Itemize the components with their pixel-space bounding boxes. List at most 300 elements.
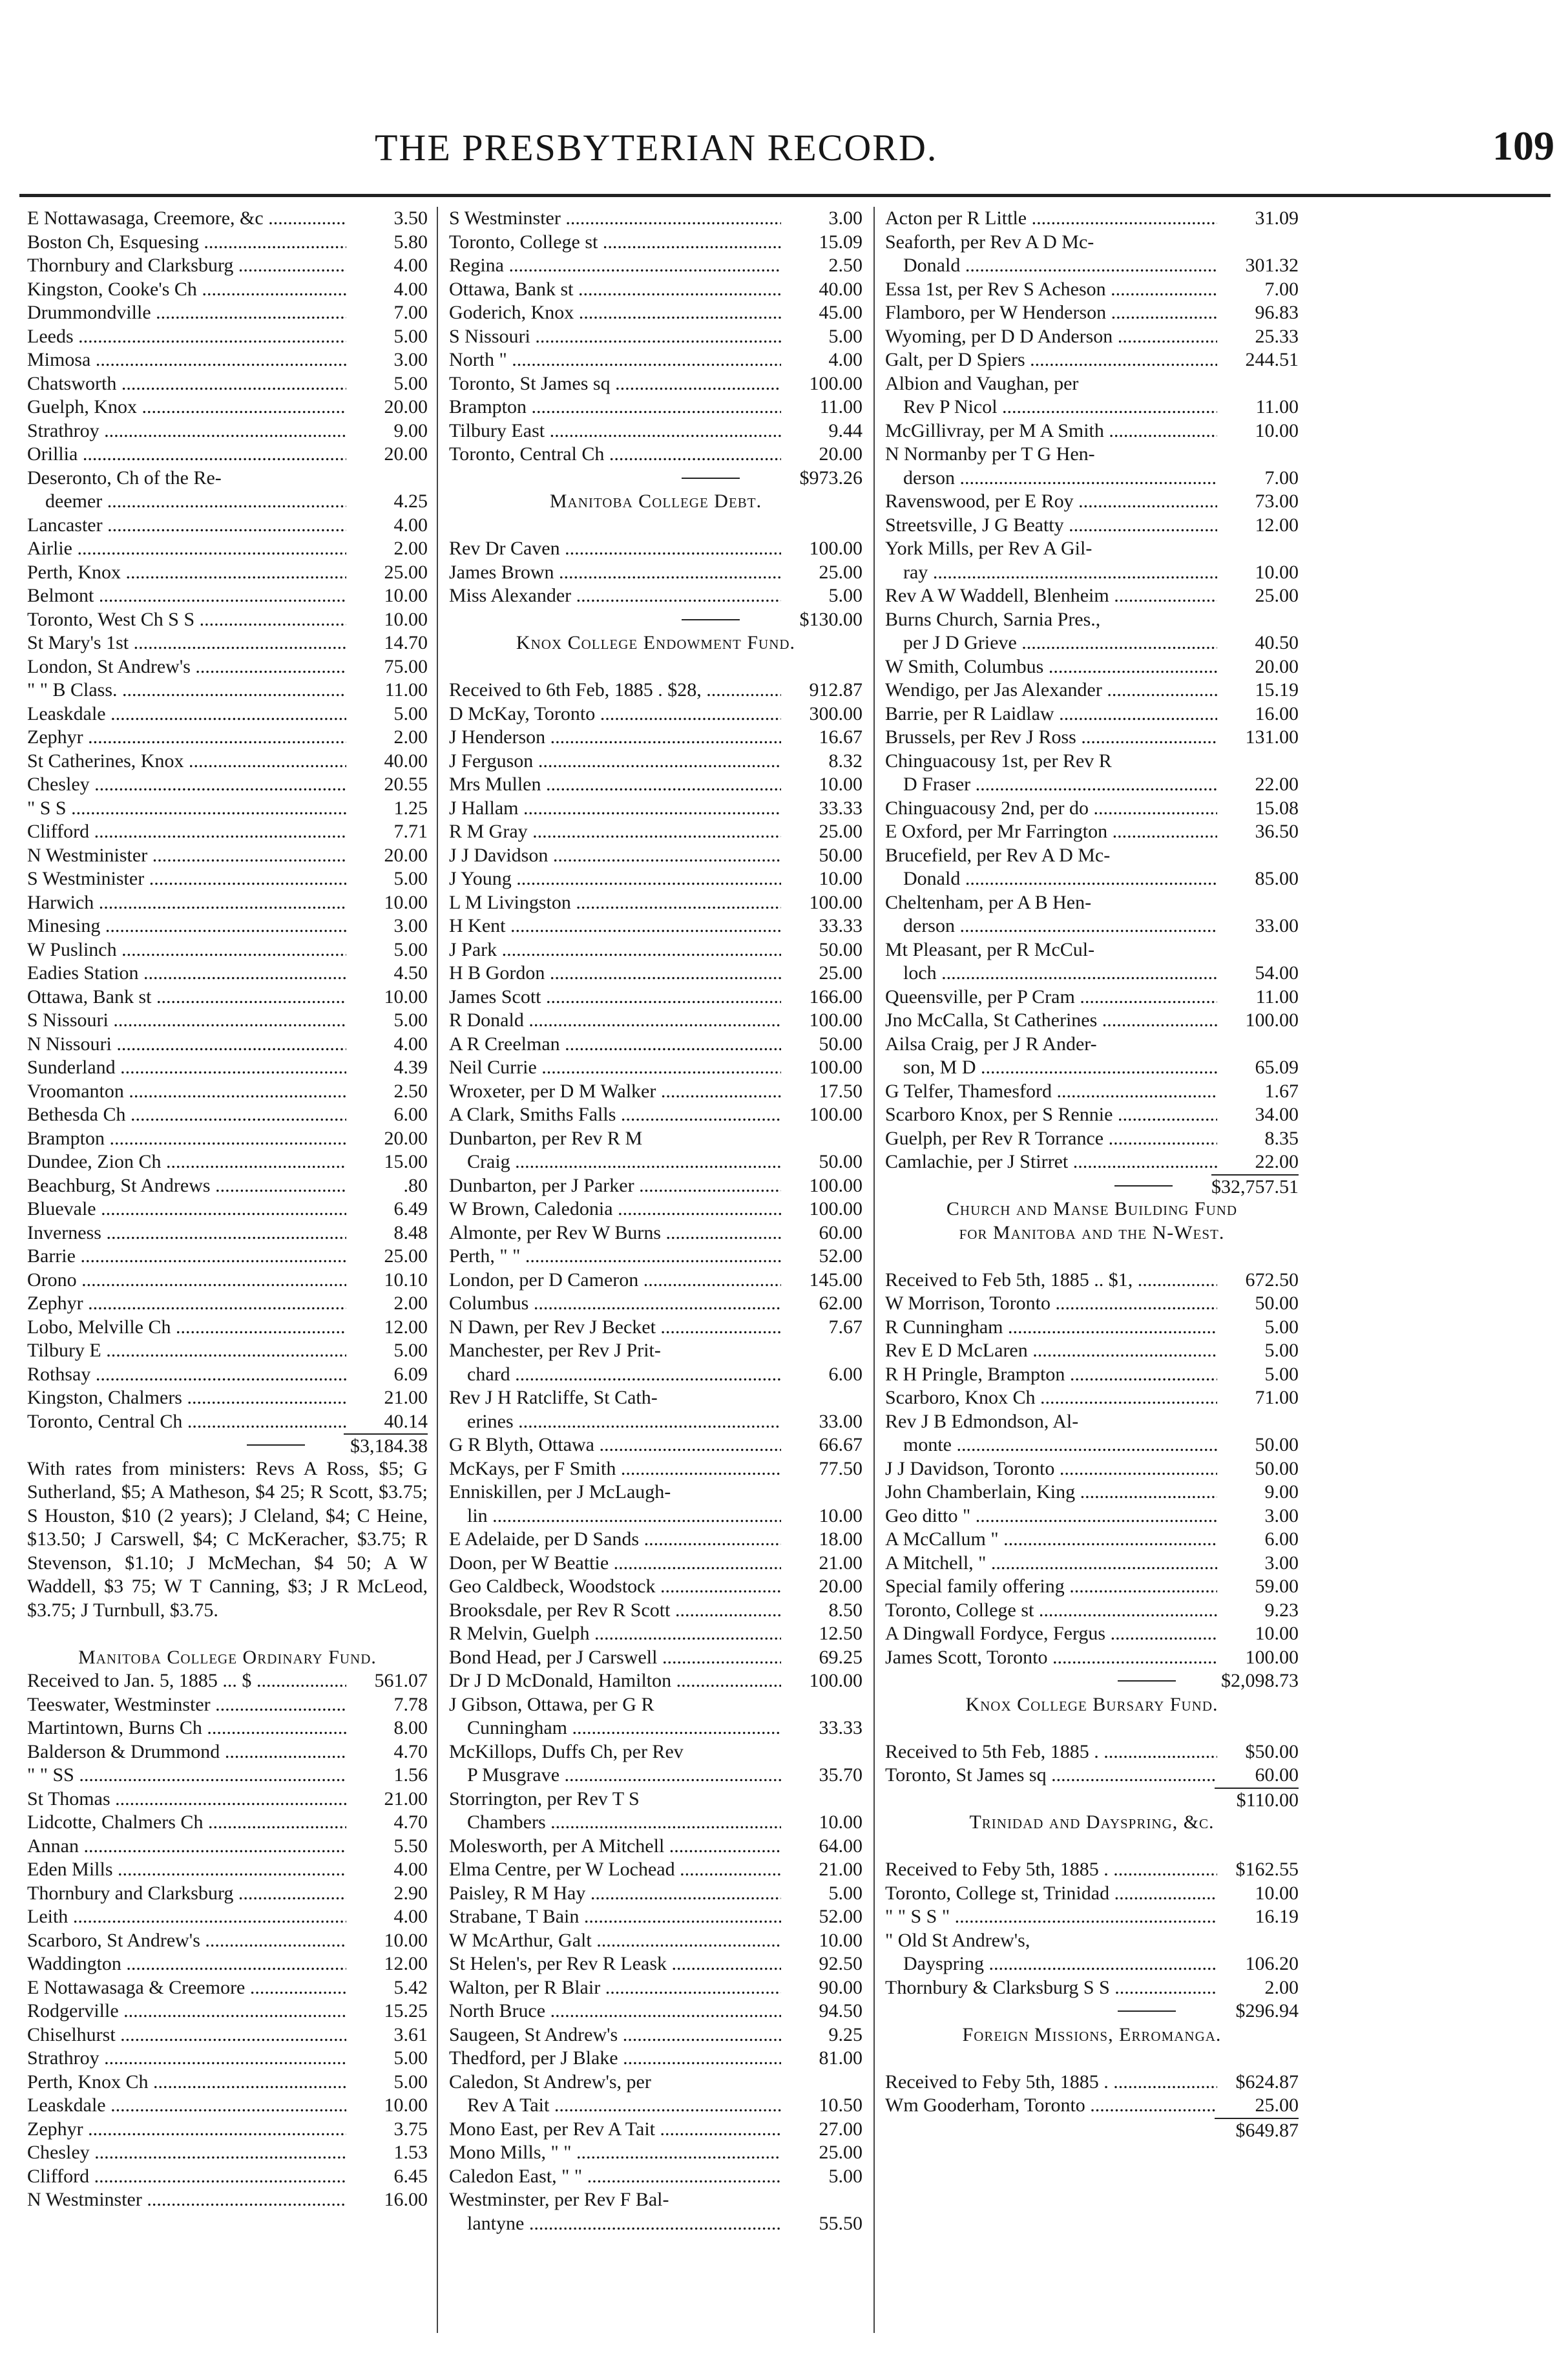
entry-label: Caledon East, " " ..... [449, 2165, 781, 2189]
ledger-entry [885, 655, 1299, 679]
ledger-entry [885, 1552, 1299, 1576]
spacer [885, 1835, 1299, 1859]
entry-label: A Clark, Smiths Falls ..... [449, 1103, 781, 1127]
entry-amount: 6.45 [393, 2165, 428, 2187]
ledger-entry [449, 1905, 862, 1929]
ledger-entry [27, 561, 428, 585]
entry-amount: 50.00 [1255, 1434, 1299, 1455]
ledger-entry [885, 631, 1299, 655]
entry-amount: 52.00 [819, 1906, 862, 1927]
entry-amount: 27.00 [819, 2118, 862, 2140]
ledger-entry [27, 2118, 428, 2142]
entry-label: deemer ..... [45, 490, 346, 514]
ledger-entry-partial: York Mills, per Rev A Gil- [885, 538, 1092, 559]
entry-amount: 59.00 [1255, 1576, 1299, 1597]
entry-label: D Fraser ..... [903, 773, 1217, 797]
ledger-entry [885, 1740, 1299, 1764]
entry-amount: 20.00 [384, 1127, 428, 1149]
ledger-entry [27, 2188, 428, 2212]
ledger-entry [449, 2212, 862, 2236]
entry-amount: 25.00 [384, 561, 428, 583]
ledger-entry [27, 1103, 428, 1127]
ledger-entry [885, 1882, 1299, 1906]
entry-amount: 5.00 [828, 2165, 862, 2187]
entry-amount: 16.19 [1255, 1906, 1299, 1927]
entry-label: " " B Class. ..... [27, 679, 346, 702]
ledger-entry [885, 419, 1299, 443]
entry-amount: 5.00 [393, 1009, 428, 1031]
entry-label: Airlie ..... [27, 537, 346, 561]
entry-amount: 9.00 [393, 419, 428, 441]
entry-label: London, St Andrew's ..... [27, 655, 346, 679]
ledger-entry [885, 490, 1299, 514]
ledger-entry [885, 986, 1299, 1009]
page-number: 109 [1492, 123, 1554, 169]
ledger-entry [27, 325, 428, 349]
entry-amount: 3.75 [393, 2118, 428, 2140]
entry-label: N Dawn, per Rev J Becket ..... [449, 1316, 781, 1340]
entry-amount: 106.20 [1245, 1953, 1299, 1974]
entry-label: Received to Feb 5th, 1885 .. $1, ..... [885, 1269, 1217, 1293]
entry-amount: 10.00 [384, 608, 428, 630]
ledger-entry [885, 797, 1299, 821]
section-heading: for Manitoba and the N-West. [959, 1221, 1225, 1243]
ledger-entry [449, 773, 862, 797]
entry-label: Goderich, Knox ..... [449, 301, 781, 325]
ledger-entry [449, 1198, 862, 1221]
entry-amount: 50.00 [819, 1151, 862, 1172]
ledger-entry [449, 1952, 862, 1976]
entry-amount: 5.00 [1264, 1340, 1299, 1361]
ledger-entry [27, 443, 428, 467]
entry-label: Zephyr ..... [27, 726, 346, 750]
entry-label: Flamboro, per W Henderson ..... [885, 301, 1217, 325]
entry-label: Kingston, Cooke's Ch ..... [27, 278, 346, 302]
entry-label: Rev A W Waddell, Blenheim ..... [885, 584, 1217, 608]
entry-amount: 33.33 [819, 1717, 862, 1738]
ledger-entry [27, 1858, 428, 1882]
entry-label: Strathroy ..... [27, 2047, 346, 2071]
entry-label: Geo Caldbeck, Woodstock ..... [449, 1575, 781, 1599]
entry-amount: 3.00 [1264, 1552, 1299, 1574]
entry-label: Walton, per R Blair ..... [449, 1976, 781, 2000]
entry-amount: 166.00 [809, 986, 862, 1008]
ledger-entry [27, 820, 428, 844]
section-total [885, 1669, 1299, 1693]
ledger-entry [27, 2023, 428, 2047]
entry-label: Molesworth, per A Mitchell ..... [449, 1835, 781, 1859]
entry-amount: 20.00 [384, 396, 428, 417]
entry-label: loch ..... [903, 962, 1217, 986]
entry-amount: $162.55 [1235, 1859, 1299, 1880]
entry-amount: 5.00 [828, 1882, 862, 1904]
entry-label: Acton per R Little ..... [885, 207, 1217, 231]
ledger-entry [449, 561, 862, 585]
entry-label: Clifford ..... [27, 2165, 346, 2189]
ledger-entry [27, 608, 428, 632]
entry-label: Mimosa ..... [27, 348, 346, 372]
ledger-entry [885, 1858, 1299, 1882]
entry-label: W Smith, Columbus ..... [885, 655, 1217, 679]
ledger-entry [27, 1929, 428, 1953]
ledger-entry-partial: Mt Pleasant, per R McCul- [885, 938, 1095, 960]
entry-label: S Nissouri ..... [449, 325, 781, 349]
entry-label: St Catherines, Knox ..... [27, 750, 346, 774]
ledger-entry [449, 1646, 862, 1670]
entry-label: E Nottawasaga, Creemore, &c ..... [27, 207, 346, 231]
spacer [885, 1245, 1299, 1269]
column-middle [449, 207, 862, 2235]
entry-amount: 8.35 [1264, 1127, 1299, 1149]
ledger-entry-partial: Caledon, St Andrew's, per [449, 2071, 651, 2093]
entry-label: Bluevale ..... [27, 1198, 346, 1221]
ledger-entry [449, 2000, 862, 2023]
ledger-entry [449, 207, 862, 231]
entry-amount: 64.00 [819, 1835, 862, 1857]
ledger-entry [27, 1198, 428, 1221]
entry-label: W Puslinch ..... [27, 938, 346, 962]
entry-amount: 20.55 [384, 774, 428, 795]
ledger-entry [449, 1552, 862, 1576]
entry-amount: 18.00 [819, 1528, 862, 1550]
ledger-entry [449, 1269, 862, 1293]
entry-label: Brampton ..... [27, 1127, 346, 1151]
entry-label: Queensville, per P Cram ..... [885, 986, 1217, 1009]
ledger-entry [27, 1150, 428, 1174]
entry-label: Toronto, College st ..... [449, 231, 781, 255]
entry-amount: 10.00 [819, 868, 862, 889]
entry-amount: 10.50 [819, 2094, 862, 2116]
ledger-entry [885, 1646, 1299, 1670]
ledger-entry [27, 2071, 428, 2094]
ledger-entry [449, 820, 862, 844]
entry-label: Boston Ch, Esquesing ..... [27, 231, 346, 255]
ledger-entry [449, 1150, 862, 1174]
entry-label: E Oxford, per Mr Farrington ..... [885, 820, 1217, 844]
entry-amount: 69.25 [819, 1646, 862, 1668]
entry-label: Leaskdale ..... [27, 2094, 346, 2118]
entry-label: Streetsville, J G Beatty ..... [885, 514, 1217, 538]
entry-amount: 10.00 [1255, 1882, 1299, 1904]
ledger-entry-partial: Rev J B Edmondson, Al- [885, 1410, 1079, 1432]
entry-label: Toronto, St James sq ..... [885, 1764, 1217, 1788]
ledger-entry [449, 443, 862, 467]
entry-label: Bethesda Ch ..... [27, 1103, 346, 1127]
ledger-entry [27, 750, 428, 774]
entry-label: Thornbury & Clarksburg S S ..... [885, 1976, 1217, 2000]
ledger-entry [27, 396, 428, 419]
entry-label: E Nottawasaga & Creemore ..... [27, 1976, 346, 2000]
entry-label: Received to Jan. 5, 1885 ... $ ..... [27, 1669, 346, 1693]
entry-amount: 10.00 [819, 1929, 862, 1951]
entry-amount: 7.00 [393, 302, 428, 323]
ledger-entry [27, 2141, 428, 2165]
entry-amount: 10.00 [819, 1504, 862, 1526]
entry-amount: 5.00 [393, 325, 428, 347]
entry-label: J Ferguson ..... [449, 750, 781, 774]
ledger-entry [27, 1835, 428, 1859]
ledger-entry [27, 702, 428, 726]
entry-amount: 21.00 [819, 1552, 862, 1574]
entry-amount: 10.00 [819, 1811, 862, 1833]
ledger-entry [449, 1858, 862, 1882]
entry-amount: 100.00 [809, 1174, 862, 1196]
ledger-entry [449, 254, 862, 278]
entry-amount: 15.25 [384, 2000, 428, 2021]
entry-label: G Telfer, Thamesford ..... [885, 1080, 1217, 1104]
entry-label: A McCallum " ..... [885, 1528, 1217, 1552]
entry-amount: 25.00 [819, 821, 862, 842]
ledger-entry [885, 301, 1299, 325]
entry-amount: 96.83 [1255, 302, 1299, 323]
section-total [885, 1788, 1299, 1811]
entry-label: Lobo, Melville Ch ..... [27, 1316, 346, 1340]
ledger-entry [449, 726, 862, 750]
ledger-entry [27, 1952, 428, 1976]
ledger-entry [27, 1009, 428, 1033]
ledger-entry [885, 1599, 1299, 1623]
entry-amount: 10.00 [1255, 561, 1299, 583]
ledger-entry [27, 1339, 428, 1363]
entry-label: Annan ..... [27, 1835, 346, 1859]
entry-amount: 9.44 [828, 419, 862, 441]
entry-amount: 10.00 [819, 774, 862, 795]
entry-amount: 33.00 [819, 1410, 862, 1432]
entry-amount: 40.50 [1255, 632, 1299, 653]
ledger-entry [27, 773, 428, 797]
column-divider-2 [873, 207, 875, 2333]
entry-label: North Bruce ..... [449, 2000, 781, 2023]
ledger-entry [27, 1693, 428, 1717]
ledger-entry [885, 1528, 1299, 1552]
ledger-entry [27, 231, 428, 255]
ledger-entry-partial: " Old St Andrew's, [885, 1929, 1030, 1951]
section-total [27, 1433, 428, 1457]
ledger-entry [449, 231, 862, 255]
entry-label: Perth, Knox Ch ..... [27, 2071, 346, 2094]
entry-amount: 21.00 [384, 1387, 428, 1408]
entry-label: Beachburg, St Andrews ..... [27, 1174, 346, 1198]
ledger-entry [449, 1457, 862, 1481]
ledger-entry [885, 1764, 1299, 1788]
ledger-entry [449, 1929, 862, 1953]
ledger-entry [27, 1811, 428, 1835]
ledger-entry [27, 914, 428, 938]
entry-label: R Donald ..... [449, 1009, 781, 1033]
entry-amount: 3.00 [1264, 1504, 1299, 1526]
entry-label: Geo ditto " ..... [885, 1504, 1217, 1528]
ledger-entry-partial: Dunbarton, per Rev R M [449, 1127, 643, 1149]
entry-amount: 3.50 [393, 207, 428, 229]
entry-amount: 10.00 [384, 1929, 428, 1951]
ledger-entry [449, 1976, 862, 2000]
entry-label: Chesley ..... [27, 773, 346, 797]
ledger-entry [27, 1174, 428, 1198]
ledger-entry-partial: Cheltenham, per A B Hen- [885, 891, 1092, 913]
entry-label: P Musgrave ..... [467, 1764, 781, 1788]
entry-label: James Scott ..... [449, 986, 781, 1009]
entry-label: Toronto, Central Ch ..... [27, 1410, 346, 1434]
entry-amount: 100.00 [809, 1198, 862, 1219]
ledger-entry [27, 867, 428, 891]
ledger-entry [27, 1386, 428, 1410]
ledger-entry [449, 2023, 862, 2047]
ledger-entry [885, 914, 1299, 938]
entry-label: Rodgerville ..... [27, 2000, 346, 2023]
entry-amount: 6.49 [393, 1198, 428, 1219]
ledger-entry [27, 372, 428, 396]
entry-label: Ravenswood, per E Roy ..... [885, 490, 1217, 514]
entry-label: Martintown, Burns Ch ..... [27, 1716, 346, 1740]
spacer [449, 514, 862, 538]
entry-label: Dr J D McDonald, Hamilton ..... [449, 1669, 781, 1693]
entry-amount: 15.19 [1255, 679, 1299, 701]
ledger-entry [27, 962, 428, 986]
ledger-entry [27, 1221, 428, 1245]
entry-label: " " SS ..... [27, 1764, 346, 1788]
rates-paragraph: With rates from ministers: Revs A Ross, $5; G Sutherland, $5; A Matheson, $4 25; R Scott, $3.75; S Houston, $10 (2 years); J Cleland, $4; C Heine, $13.50; J Carswell, $4; C McKeracher, $3.75; R Stevenson, $1.10; J McMechan, $4 50; A W Waddell, $3 75; W T Canning, $3; J R McLeod, $3.75; J Turnbull, $3.75. [27, 1457, 428, 1621]
entry-amount: 3.00 [828, 207, 862, 229]
ledger-entry [885, 584, 1299, 608]
ledger-entry [27, 348, 428, 372]
ledger-entry [449, 1575, 862, 1599]
section-heading: Church and Manse Building Fund [946, 1198, 1238, 1219]
entry-label: Harwich ..... [27, 891, 346, 915]
entry-label: Received to 5th Feb, 1885 . ..... [885, 1740, 1217, 1764]
entry-amount: 100.00 [809, 891, 862, 913]
entry-amount: 10.00 [1255, 1623, 1299, 1644]
entry-amount: 100.00 [1245, 1646, 1299, 1668]
ledger-entry [27, 2094, 428, 2118]
ledger-entry [27, 726, 428, 750]
entry-label: Regina ..... [449, 254, 781, 278]
entry-amount: 90.00 [819, 1976, 862, 1998]
ledger-entry [885, 1127, 1299, 1151]
entry-label: James Scott, Toronto ..... [885, 1646, 1217, 1670]
entry-amount: 6.00 [828, 1363, 862, 1385]
entry-label: ray ..... [903, 561, 1217, 585]
spacer [449, 655, 862, 679]
entry-amount: 66.67 [819, 1434, 862, 1455]
ledger-entry [27, 1127, 428, 1151]
ledger-entry [449, 419, 862, 443]
entry-amount: 15.00 [384, 1151, 428, 1172]
entry-label: Neil Currie ..... [449, 1056, 781, 1080]
ledger-entry-partial: Storrington, per Rev T S [449, 1788, 640, 1810]
entry-amount: 4.39 [393, 1057, 428, 1078]
ledger-entry [885, 867, 1299, 891]
entry-label: Guelph, Knox ..... [27, 396, 346, 419]
ledger-entry [27, 2047, 428, 2071]
ledger-entry [27, 1363, 428, 1387]
entry-amount: 54.00 [1255, 962, 1299, 984]
ledger-entry [449, 702, 862, 726]
section-total [885, 2118, 1299, 2142]
ledger-entry [449, 891, 862, 915]
ledger-entry [885, 2071, 1299, 2094]
entry-amount: 81.00 [819, 2047, 862, 2069]
entry-amount: 16.00 [384, 2189, 428, 2210]
ledger-entry [885, 1080, 1299, 1104]
entry-label: Barrie, per R Laidlaw ..... [885, 702, 1217, 726]
ledger-entry [27, 655, 428, 679]
entry-label: North " ..... [449, 348, 781, 372]
total-dash [1118, 1680, 1176, 1682]
entry-label: Ottawa, Bank st ..... [27, 986, 346, 1009]
ledger-entry-partial: Deseronto, Ch of the Re- [27, 467, 222, 489]
entry-label: H B Gordon ..... [449, 962, 781, 986]
entry-amount: 9.25 [828, 2023, 862, 2045]
total-dash [1118, 2010, 1176, 2012]
ledger-entry [885, 1363, 1299, 1387]
entry-amount: 1.25 [393, 797, 428, 819]
total-amount: $130.00 [799, 608, 862, 630]
entry-label: Kingston, Chalmers ..... [27, 1386, 346, 1410]
ledger-entry [885, 1386, 1299, 1410]
ledger-entry [449, 750, 862, 774]
entry-label: Eden Mills ..... [27, 1858, 346, 1882]
entry-label: Toronto, St James sq ..... [449, 372, 781, 396]
ledger-entry [27, 1033, 428, 1057]
entry-amount: 10.00 [384, 2094, 428, 2116]
ledger-entry [27, 1292, 428, 1316]
entry-amount: 4.70 [393, 1811, 428, 1833]
entry-label: Zephyr ..... [27, 2118, 346, 2142]
ledger-entry [449, 2094, 862, 2118]
ledger-entry [885, 207, 1299, 231]
entry-label: R H Pringle, Brampton ..... [885, 1363, 1217, 1387]
entry-amount: 50.00 [1255, 1293, 1299, 1314]
entry-amount: 2.00 [393, 538, 428, 559]
ledger-entry [885, 679, 1299, 702]
entry-label: J Young ..... [449, 867, 781, 891]
entry-label: Lancaster ..... [27, 514, 346, 538]
entry-amount: 5.80 [393, 231, 428, 253]
ledger-entry [27, 891, 428, 915]
entry-label: McKays, per F Smith ..... [449, 1457, 781, 1481]
entry-amount: 55.50 [819, 2212, 862, 2234]
ledger-entry-partial: Ailsa Craig, per J R Ander- [885, 1033, 1097, 1055]
entry-label: Almonte, per Rev W Burns ..... [449, 1221, 781, 1245]
section-total [885, 1174, 1299, 1198]
section-heading: Knox College Bursary Fund. [965, 1693, 1218, 1715]
total-amount: $3,184.38 [344, 1433, 428, 1457]
ledger-entry [885, 773, 1299, 797]
ledger-entry [885, 1056, 1299, 1080]
ledger-entry [27, 278, 428, 302]
entry-label: Brussels, per Rev J Ross ..... [885, 726, 1217, 750]
ledger-entry [885, 1292, 1299, 1316]
entry-amount: 672.50 [1245, 1269, 1299, 1291]
entry-amount: 10.10 [384, 1269, 428, 1291]
ledger-entry-partial: Manchester, per Rev J Prit- [449, 1340, 661, 1361]
entry-amount: 92.50 [819, 1953, 862, 1974]
entry-amount: 8.50 [828, 1599, 862, 1621]
entry-label: son, M D ..... [903, 1056, 1217, 1080]
entry-label: N Westminister ..... [27, 844, 346, 868]
column-divider-1 [437, 207, 438, 2333]
entry-label: St Mary's 1st ..... [27, 631, 346, 655]
ledger-entry [27, 1716, 428, 1740]
entry-label: Mrs Mullen ..... [449, 773, 781, 797]
ledger-entry [449, 1716, 862, 1740]
entry-label: Received to Feby 5th, 1885 . ..... [885, 1858, 1217, 1882]
ledger-entry [27, 1245, 428, 1269]
ledger-entry [449, 1835, 862, 1859]
entry-amount: 20.00 [384, 443, 428, 465]
entry-label: derson ..... [903, 914, 1217, 938]
ledger-entry [885, 1009, 1299, 1033]
